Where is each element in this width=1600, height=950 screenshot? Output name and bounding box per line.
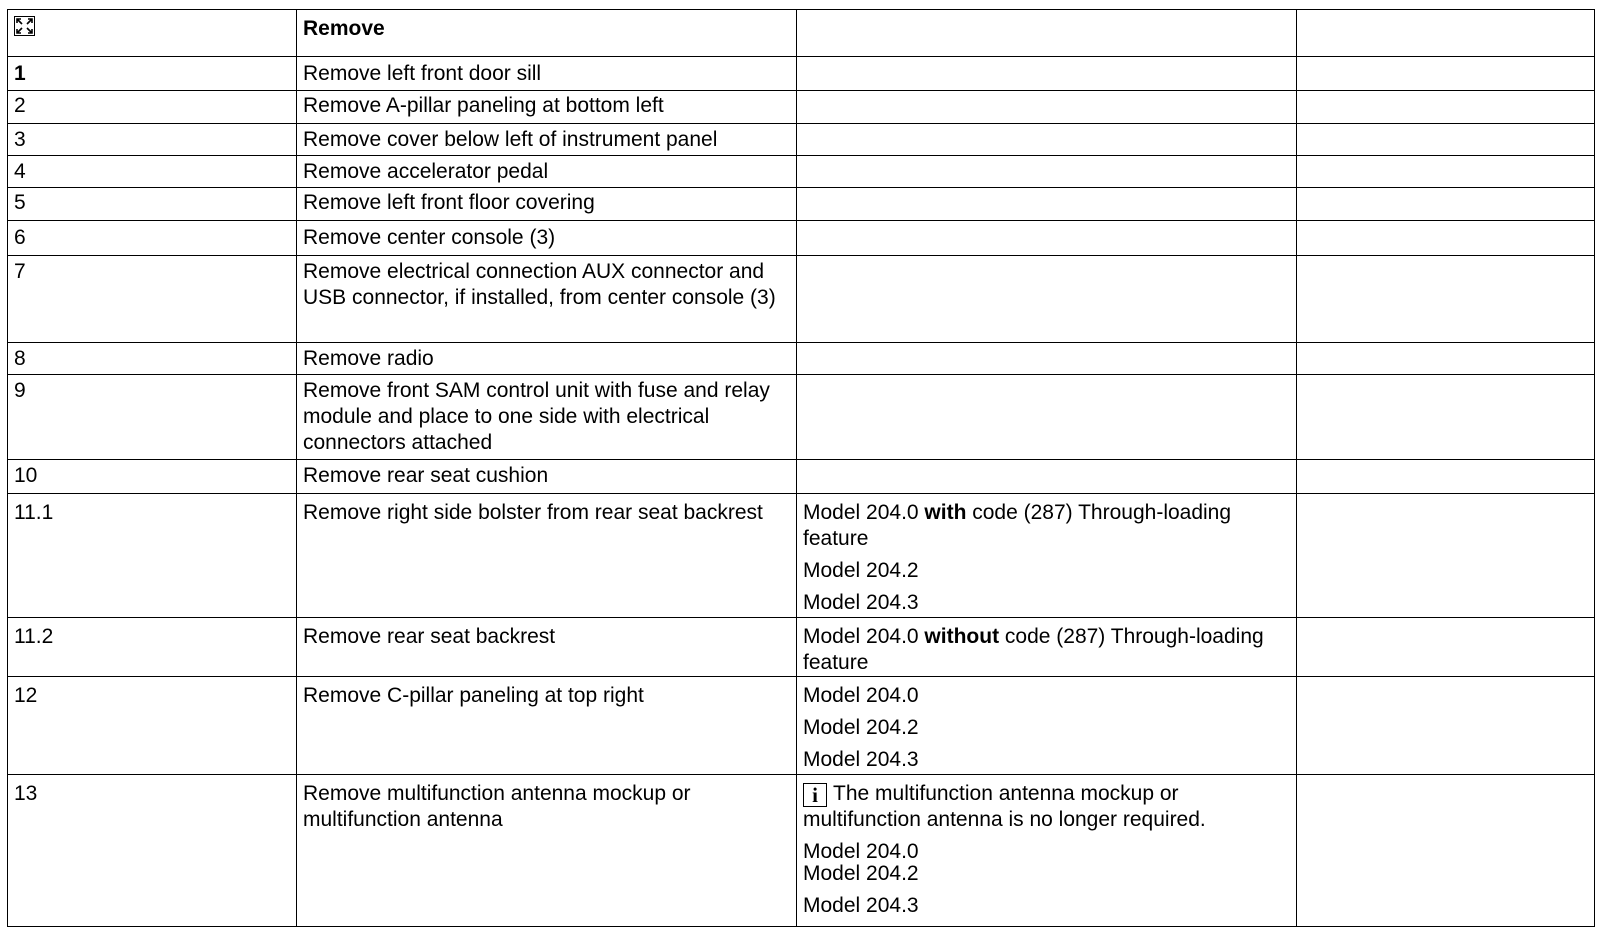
table-row <box>8 256 1595 343</box>
info-note-text: The multifunction antenna mockup or multifunction antenna is no longer required. <box>803 782 1206 831</box>
empty-cell <box>1297 91 1595 124</box>
empty-cell <box>1297 156 1595 188</box>
header-icon-cell <box>8 10 297 57</box>
table-row <box>8 188 1595 221</box>
condition-cell <box>797 343 1297 375</box>
table-row <box>8 677 1595 775</box>
condition-cell <box>797 775 1297 927</box>
empty-cell <box>1297 221 1595 256</box>
table-row <box>8 156 1595 188</box>
info-icon: i <box>803 783 827 807</box>
model-condition: Model 204.2 <box>803 862 919 885</box>
step-action: Remove cover below left of instrument panel <box>297 124 797 156</box>
step-action: Remove accelerator pedal <box>297 156 797 188</box>
step-number: 1 <box>8 57 297 91</box>
condition-keyword: with <box>924 501 967 524</box>
condition-cell <box>797 221 1297 256</box>
condition-cell <box>797 188 1297 221</box>
table-row <box>8 221 1595 256</box>
condition-cell <box>797 91 1297 124</box>
condition-text: Model 204.0 <box>803 501 925 524</box>
step-number: 11.2 <box>8 618 297 677</box>
step-action: Remove center console (3) <box>297 221 797 256</box>
table-row <box>8 775 1595 927</box>
empty-cell <box>1297 188 1595 221</box>
procedure-table <box>7 9 1595 927</box>
empty-cell <box>1297 775 1595 927</box>
step-number: 11.1 <box>8 494 297 618</box>
step-number: 7 <box>8 256 297 343</box>
empty-cell <box>1297 343 1595 375</box>
model-condition: Model 204.3 <box>803 748 919 771</box>
step-number: 9 <box>8 375 297 460</box>
step-action: Remove left front floor covering <box>297 188 797 221</box>
condition-cell <box>797 124 1297 156</box>
condition-text: code (287) Through-loading feature <box>803 501 1232 550</box>
step-action: Remove radio <box>297 343 797 375</box>
condition-text: code (287) Through-loading feature <box>803 625 1264 674</box>
condition-cell <box>797 57 1297 91</box>
step-action: Remove rear seat backrest <box>297 618 797 677</box>
model-condition <box>803 624 1290 676</box>
empty-cell <box>1297 375 1595 460</box>
empty-cell <box>1297 494 1595 618</box>
empty-cell <box>1297 618 1595 677</box>
step-number: 12 <box>8 677 297 775</box>
condition-cell <box>797 677 1297 775</box>
step-number: 5 <box>8 188 297 221</box>
step-number: 3 <box>8 124 297 156</box>
step-action: Remove electrical connection AUX connector and USB connector, if installed, from center console (3) <box>297 256 797 343</box>
step-action: Remove rear seat cushion <box>297 460 797 494</box>
header-empty-cell <box>1297 10 1595 57</box>
model-condition: Model 204.2 <box>803 716 919 739</box>
step-number: 6 <box>8 221 297 256</box>
condition-cell <box>797 256 1297 343</box>
condition-text: Model 204.0 <box>803 625 925 648</box>
step-number: 4 <box>8 156 297 188</box>
table-row <box>8 343 1595 375</box>
step-action: Remove front SAM control unit with fuse and relay module and place to one side with electrical connectors attached <box>297 375 797 460</box>
condition-keyword: without <box>924 625 1000 648</box>
header-empty-cell <box>797 10 1297 57</box>
condition-cell <box>797 156 1297 188</box>
info-note <box>803 781 1290 833</box>
step-action: Remove left front door sill <box>297 57 797 91</box>
condition-cell <box>797 375 1297 460</box>
table-row <box>8 494 1595 618</box>
model-condition: Model 204.3 <box>803 591 919 614</box>
empty-cell <box>1297 124 1595 156</box>
table-row <box>8 91 1595 124</box>
table-row <box>8 460 1595 494</box>
condition-cell <box>797 460 1297 494</box>
condition-cell <box>797 618 1297 677</box>
step-action: Remove multifunction antenna mockup or multifunction antenna <box>297 775 797 927</box>
model-condition <box>803 500 1290 552</box>
step-number: 8 <box>8 343 297 375</box>
step-action: Remove right side bolster from rear seat backrest <box>297 494 797 618</box>
step-number: 10 <box>8 460 297 494</box>
step-number: 13 <box>8 775 297 927</box>
condition-cell <box>797 494 1297 618</box>
table-header-row <box>8 10 1595 57</box>
empty-cell <box>1297 57 1595 91</box>
table-row <box>8 124 1595 156</box>
expand-icon[interactable] <box>14 16 35 36</box>
empty-cell <box>1297 256 1595 343</box>
table-row <box>8 618 1595 677</box>
empty-cell <box>1297 460 1595 494</box>
step-action: Remove A-pillar paneling at bottom left <box>297 91 797 124</box>
model-condition: Model 204.0 <box>803 840 919 863</box>
step-number: 2 <box>8 91 297 124</box>
header-title: Remove <box>297 10 797 57</box>
table-row <box>8 57 1595 91</box>
model-condition: Model 204.0 <box>803 684 919 707</box>
step-action: Remove C-pillar paneling at top right <box>297 677 797 775</box>
model-condition: Model 204.2 <box>803 559 919 582</box>
table-row <box>8 375 1595 460</box>
model-condition: Model 204.3 <box>803 894 919 917</box>
empty-cell <box>1297 677 1595 775</box>
